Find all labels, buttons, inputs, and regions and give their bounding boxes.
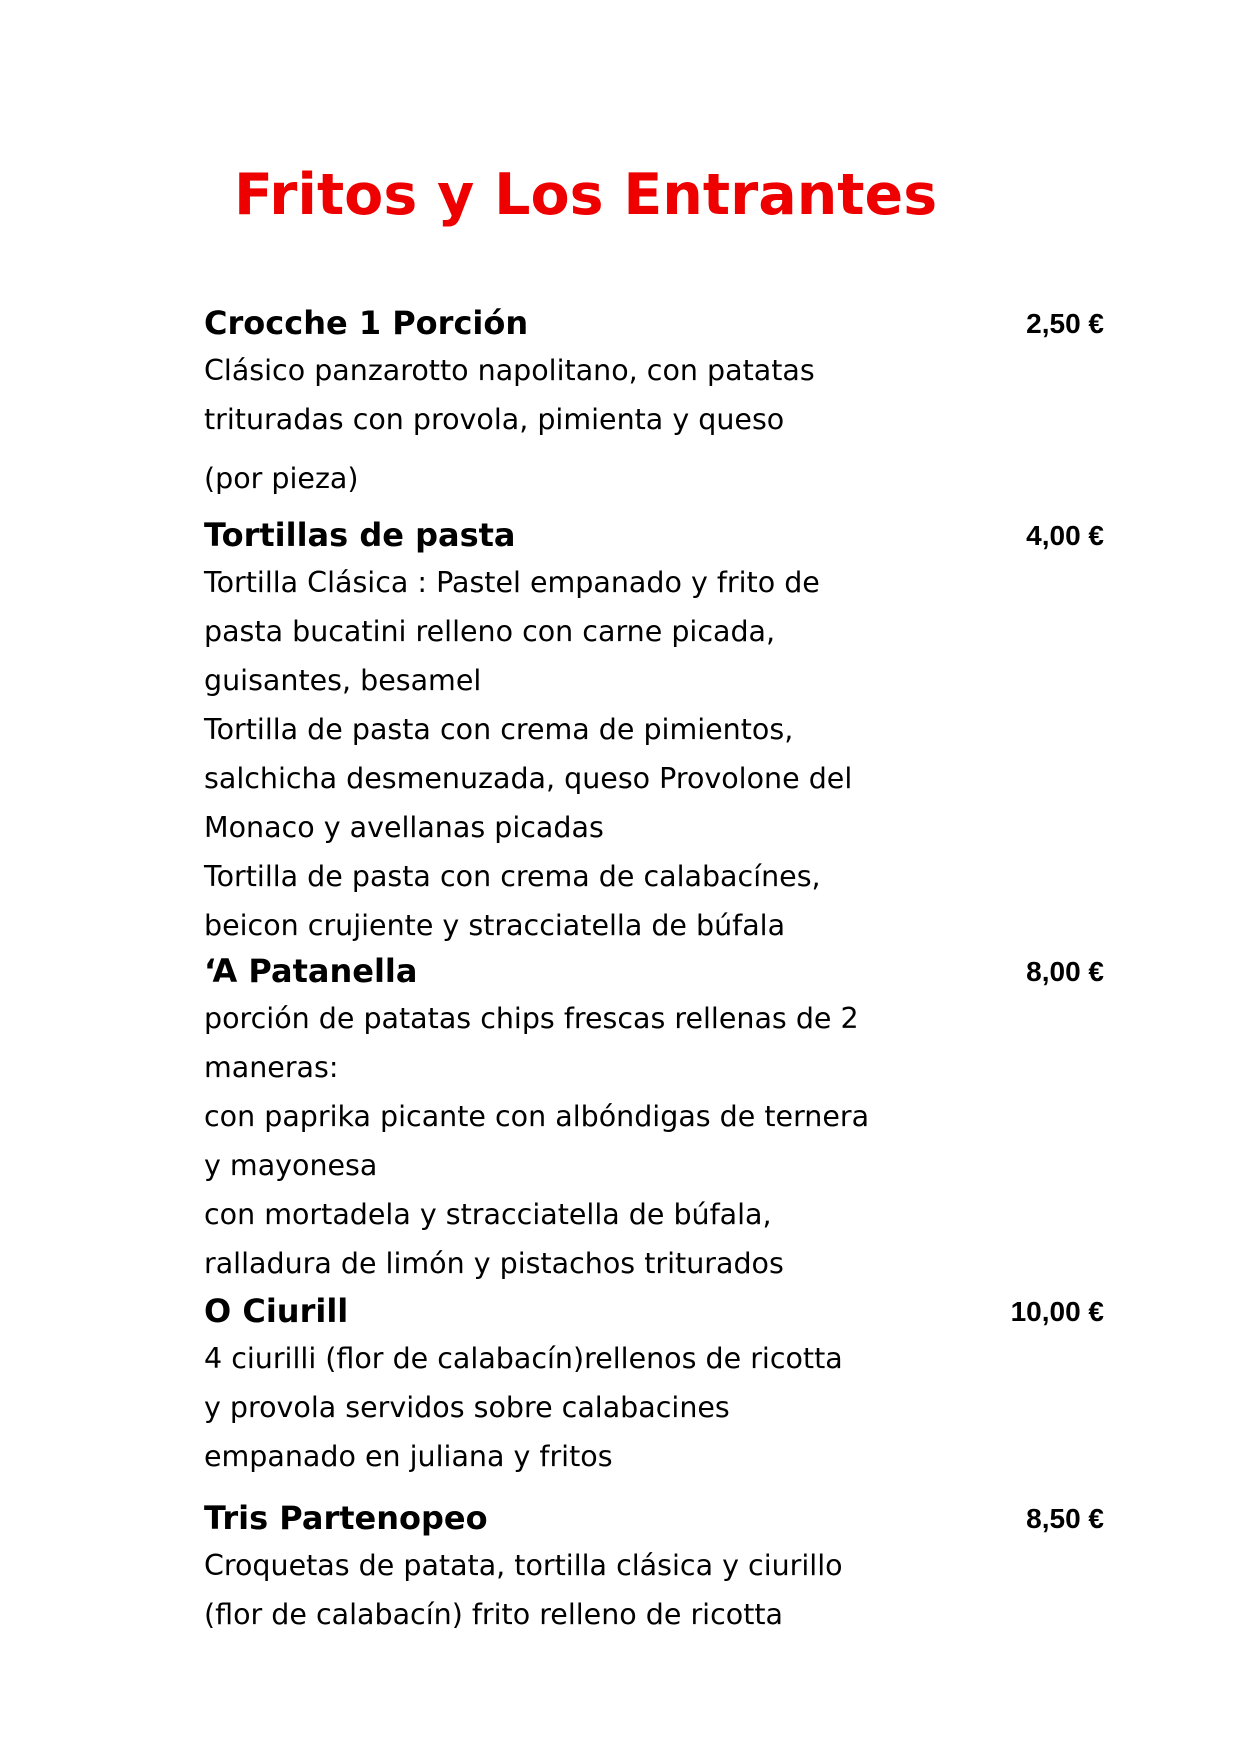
menu-item-price: 10,00 € (1010, 1296, 1104, 1327)
menu-item-header (204, 948, 1104, 994)
menu-item-description-line: porción de patatas chips frescas rellenas de 2 (204, 1002, 859, 1035)
menu-item-description-line: 4 ciurilli (flor de calabacín)rellenos de ricotta (204, 1342, 843, 1375)
menu-item-description-line: Croquetas de patata, tortilla clásica y ciurillo (204, 1549, 843, 1582)
menu-item-description-line: con paprika picante con albóndigas de ternera (204, 1100, 870, 1133)
menu-item-price: 8,00 € (1026, 956, 1104, 987)
menu-item-name: Crocche 1 Porción (204, 304, 529, 342)
menu-item-description-line: Monaco y avellanas picadas (204, 811, 604, 844)
menu-item-description-line: y provola servidos sobre calabacines (204, 1391, 730, 1424)
menu-item-crocche (204, 300, 1104, 503)
menu-item-name: O Ciurill (204, 1292, 349, 1330)
menu-item-description-line: beicon crujiente y stracciatella de búfala (204, 909, 786, 942)
menu-item-description-line: Tortilla Clásica : Pastel empanado y frito de (204, 566, 820, 599)
page-title: Fritos y Los Entrantes (234, 162, 938, 228)
menu-item-tortillas (204, 512, 1104, 950)
menu-item-description-line: empanado en juliana y fritos (204, 1440, 613, 1473)
menu-item-price: 8,50 € (1026, 1503, 1104, 1534)
menu-item-price: 4,00 € (1026, 520, 1104, 551)
menu-item-tris-partenopeo (204, 1495, 1104, 1639)
menu-item-ciurill (204, 1288, 1104, 1481)
menu-item-patanella (204, 948, 1104, 1288)
menu-item-description-line: y mayonesa (204, 1149, 378, 1182)
menu-item-header (204, 512, 1104, 558)
menu-item-description-line: trituradas con provola, pimienta y queso (204, 403, 785, 436)
menu-item-description-line: (por pieza) (204, 462, 359, 495)
menu-item-description-line: ralladura de limón y pistachos triturados (204, 1247, 784, 1280)
menu-item-price: 2,50 € (1026, 308, 1104, 339)
menu-item-header (204, 1495, 1104, 1541)
menu-item-description-line: Tortilla de pasta con crema de calabacínes, (204, 860, 821, 893)
menu-item-header (204, 1288, 1104, 1334)
menu-item-description-line: (flor de calabacín) frito relleno de ricotta (204, 1598, 784, 1631)
menu-item-description-line: maneras: (204, 1051, 339, 1084)
menu-item-description-line: Tortilla de pasta con crema de pimientos, (204, 713, 794, 746)
menu-item-description-line: con mortadela y stracciatella de búfala, (204, 1198, 772, 1231)
menu-item-description-line: Clásico panzarotto napolitano, con patatas (204, 354, 815, 387)
menu-item-header (204, 300, 1104, 346)
menu-item-description-line: pasta bucatini relleno con carne picada, (204, 615, 776, 648)
menu-item-name: Tortillas de pasta (204, 516, 516, 554)
menu-item-description-line: salchicha desmenuzada, queso Provolone del (204, 762, 853, 795)
menu-item-description-line: guisantes, besamel (204, 664, 482, 697)
menu-item-name: Tris Partenopeo (204, 1499, 488, 1537)
menu-item-name: ‘A Patanella (204, 952, 418, 990)
